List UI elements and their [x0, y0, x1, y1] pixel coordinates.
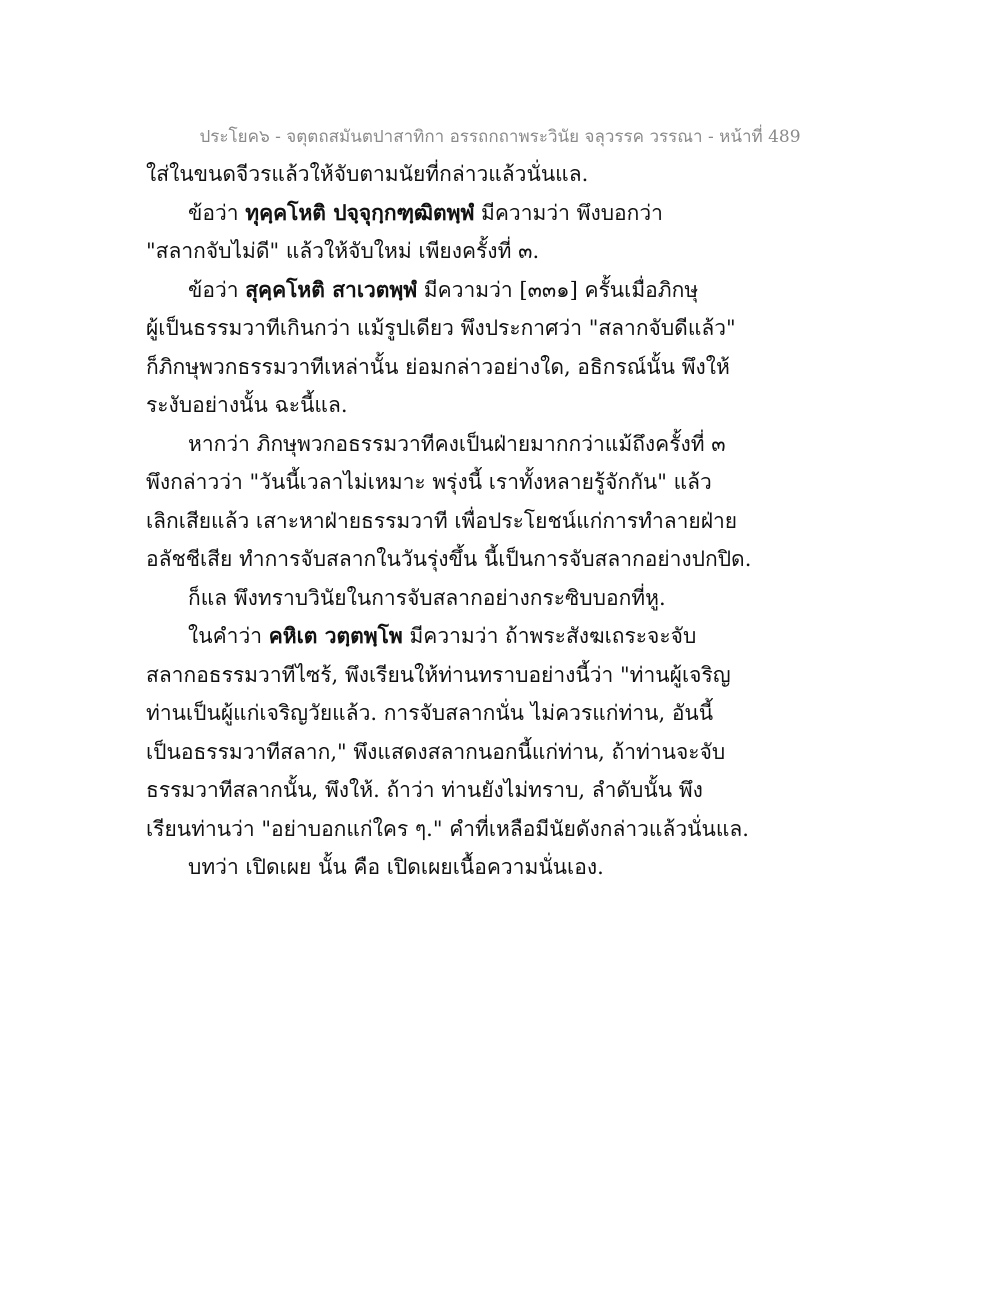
text-line: พึงกล่าวว่า "วันนี้เวลาไม่เหมาะ พรุ่งนี้ เราทั้งหลายรู้จักกัน" แล้ว: [146, 470, 712, 494]
text-line: สลากอธรรมวาทีไซร้, พึงเรียนให้ท่านทราบอย่างนี้ว่า "ท่านผู้เจริญ: [146, 662, 731, 687]
line-text: ข้อว่า: [188, 200, 246, 225]
text-line: เรียนท่านว่า "อย่าบอกแก่ใคร ๆ." คำที่เหลือมีนัยดังกล่าวแล้วนั่นแล.: [146, 816, 749, 841]
text-line: "สลากจับไม่ดี" แล้วให้จับใหม่ เพียงครั้งที่ ๓.: [146, 239, 540, 263]
pali-term: คหิเต วตฺตพฺโพ: [268, 623, 403, 648]
text-line: [146, 274, 706, 313]
text-line: ธรรมวาทีสลากนั้น, พึงให้. ถ้าว่า ท่านยังไม่ทราบ, ลำดับนั้น พึง: [146, 778, 703, 802]
line-text: มีความว่า [๓๓๑] ครั้นเมื่อภิกษุ: [417, 277, 699, 302]
page-body: [146, 158, 752, 890]
pali-term: สุคฺคโหติ สาเวตพฺพํ: [245, 276, 418, 302]
text-line: ก็แล พึงทราบวินัยในการจับสลากอย่างกระซิบบอกที่หู.: [188, 585, 666, 610]
text-line: ท่านเป็นผู้แก่เจริญวัยแล้ว. การจับสลากนั่น ไม่ควรแก่ท่าน, อันนี้: [146, 701, 714, 725]
line-text: มีความว่า พึงบอกว่า: [474, 200, 663, 225]
text-line: เลิกเสียแล้ว เสาะหาฝ่ายธรรมวาที เพื่อประโยชน์แก่การทำลายฝ่าย: [146, 508, 738, 533]
line-text: ข้อว่า: [188, 277, 246, 302]
page-header: ประโยค๖ - จตุตถสมันตปาสาทิกา อรรถกถาพระวินัย จลุวรรค วรรณา - หน้าที่ 489: [199, 127, 801, 147]
text-line: ระงับอย่างนั้น ฉะนี้แล.: [146, 393, 348, 417]
text-line: หากว่า ภิกษุพวกอธรรมวาทีคงเป็นฝ่ายมากกว่าแม้ถึงครั้งที่ ๓: [188, 431, 726, 456]
text-line: อลัชชีเสีย ทำการจับสลากในวันรุ่งขึ้น นี้เป็นการจับสลากอย่างปกปิด.: [146, 547, 752, 571]
line-text: มีความว่า ถ้าพระสังฆเถระจะจับ: [402, 624, 697, 648]
text-line: เป็นอธรรมวาทีสลาก," พึงแสดงสลากนอกนี้แก่ท่าน, ถ้าท่านจะจับ: [146, 739, 726, 764]
text-line: [146, 197, 706, 236]
text-line: [146, 620, 706, 659]
text-line: บทว่า เปิดเผย นั้น คือ เปิดเผยเนื้อความนั่นเอง.: [188, 855, 604, 879]
line-text: ในคำว่า: [188, 624, 269, 648]
text-line: ใส่ในขนดจีวรแล้วให้จับตามนัยที่กล่าวแล้วนั่นแล.: [146, 162, 589, 186]
text-line: ผู้เป็นธรรมวาทีเกินกว่า แม้รูปเดียว พึงประกาศว่า "สลากจับดีแล้ว": [146, 316, 736, 340]
text-line: ก็ภิกษุพวกธรรมวาทีเหล่านั้น ย่อมกล่าวอย่างใด, อธิกรณ์นั้น พึงให้: [146, 354, 730, 379]
pali-term: ทุคฺคโหติ ปจฺจุกฺกฑฺฒิตพฺพํ: [245, 199, 475, 225]
